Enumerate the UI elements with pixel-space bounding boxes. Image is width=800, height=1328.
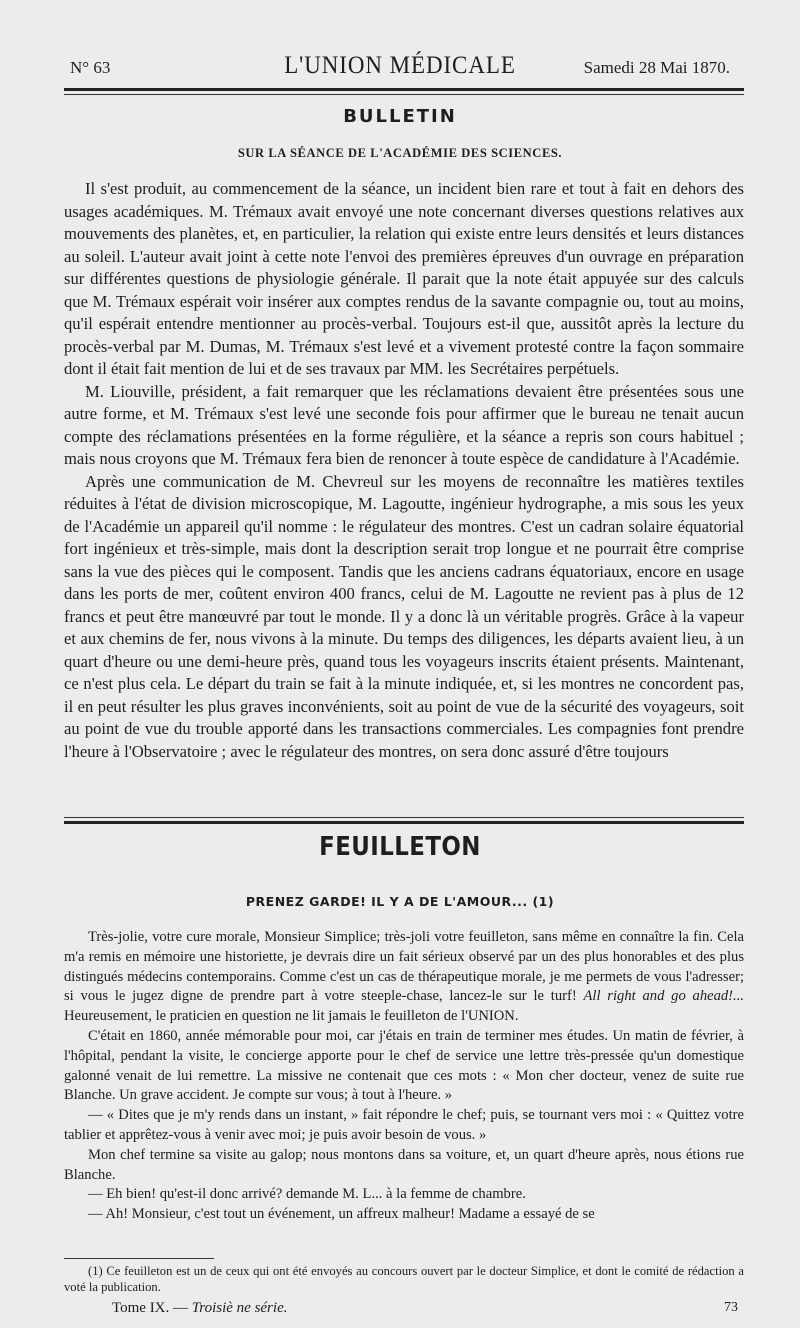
tome-label — [112, 1300, 287, 1317]
bulletin-subheading: SUR LA SÉANCE DE L'ACADÉMIE DES SCIENCES. — [237, 146, 563, 160]
feuilleton-paragraph — [64, 928, 744, 1027]
feuilleton-rule-thick — [64, 821, 744, 824]
feuilleton-paragraph: — Ah! Monsieur, c'est tout un événement, un affreux malheur! Madame a essayé de se — [88, 1206, 595, 1223]
bulletin-paragraph: Il s'est produit, au commencement de la séance, un incident bien rare et tout à fait en dehors des usages académiques. M. Trémaux avait envoyé une note concernant diverses questions relatives aux mouvements des planètes, et, en particulier, la relation qui existe entre leurs densités et leurs distances au soleil. L'auteur avait joint à cette note l'envoi des premières épreuves d'un ouvrage en préparation sur différentes questions de physiologie générale. Il parait que la note était appuyée sur des calculs que M. Trémaux espérait voir insérer aux comptes rendus de la savante compagnie ou, tout au moins, qu'il espérait entendre mentionner au procès-verbal. Toujours est-il que, aussitôt après la lecture du procès-verbal par M. Dumas, M. Trémaux s'est levé et a vivement protesté contre la façon sommaire dont il était fait mention de lui et de ses travaux par MM. les Secrétaires perpétuels. — [64, 179, 744, 378]
bulletin-body — [64, 178, 744, 763]
bulletin-heading: BULLETIN — [343, 106, 457, 127]
feuilleton-text: Très-jolie, votre cure morale, Monsieur Simplice; très-joli votre feuilleton, sans même en connaître la fin. Cela m'a remis en mémoire une historiette, je devrais dire un fait sérieux observé par un des plus honorables et des plus distingués médecins contemporains. Comme c'est un cas de thérapeutique morale, je me permets de vous l'adresser; si vous le jugez digne de prendre part à votre steeple-chase, lancez-le sur le turf! — [64, 929, 744, 1005]
bulletin-paragraph: Après une communication de M. Chevreul sur les moyens de reconnaître les matières textiles réduites à l'état de division microscopique, M. Lagoutte, ingénieur hydrographe, a mis sous les yeux de l'Académie un appareil qu'il nomme : le régulateur des montres. C'est un cadran solaire équatorial fort ingénieux et très-simple, mais dont la description serait trop longue et ne pourrait être comprise sans la vue des pièces qui le composent. Tandis que les anciens cadrans équatoriaux, encore en usage dans les ports de mer, coûtent environ 400 francs, celui de M. Lagoutte ne revient pas à plus de 12 francs et peut être manœuvré par tout le monde. Il y a donc là un véritable progrès. Grâce à la vapeur et aux chemins de fer, nous vivons à la minute. Du temps des diligences, les départs avaient lieu, à un quart d'heure ou une demi-heure près, quand tous les voyageurs inscrits étaient présents. Maintenant, ce n'est plus cela. Le départ du train se fait à la minute indiquée, et, si les montres ne concordent pas, il en peut résulter les plus graves inconvénients, soit au point de vue de la sécurité des voyageurs, soit au point de vue du trouble apporté dans les transactions commerciales. Les compagnies font prendre l'heure à l'Observatoire ; avec le régulateur des montres, on sera donc assuré d'être toujours — [64, 471, 744, 761]
masthead-rule-thick — [64, 88, 744, 91]
footnote — [64, 1263, 744, 1295]
feuilleton-text: Heureusement, le praticien en question ne lit jamais le feuilleton de l'UNION. — [64, 1008, 519, 1025]
tome-text: Tome IX. — — [112, 1300, 189, 1316]
series-text: Troisiè ne série. — [191, 1300, 288, 1316]
bulletin-paragraph: M. Liouville, président, a fait remarquer que les réclamations devaient être présentées sous une autre forme, et M. Trémaux s'est levé une seconde fois pour affirmer que le bureau ne tenait aucun compte des réclamations présentées en la forme régulière, et la séance a repris son cours habituel ; mais nous croyons que M. Trémaux fera bien de renoncer à toute espèce de candidature à l'Académie. — [64, 381, 744, 468]
feuilleton-rule-thin — [64, 817, 744, 818]
newspaper-title: L'UNION MÉDICALE — [284, 52, 516, 79]
feuilleton-paragraph: — « Dites que je m'y rends dans un instant, » fait répondre le chef; puis, se tournant vers moi : « Quittez votre tablier et apprêtez-vous à venir avec moi; je puis avoir besoin de vous. » — [64, 1107, 744, 1143]
feuilleton-paragraph: C'était en 1860, année mémorable pour moi, car j'étais en train de terminer mes études. Un matin de février, à l'hôpital, pendant la visite, le concierge apporte pour le chef de service une lettre très-pressée qu'un domestique galonné venait de lui remettre. La missive ne contenait que ces mots : « Mon cher docteur, venez de suite rue Blanche. Un grave accident. Je compte sur vous; à tout à l'heure. » — [64, 1027, 744, 1104]
issue-number: N° 63 — [70, 58, 111, 77]
page-number: 73 — [724, 1300, 738, 1315]
masthead-rule-thin — [64, 94, 744, 95]
feuilleton-italic-text: All right and go ahead!... — [583, 988, 744, 1005]
footnote-rule — [64, 1258, 214, 1259]
issue-date: Samedi 28 Mai 1870. — [583, 58, 730, 77]
feuilleton-heading: FEUILLETON — [319, 832, 481, 862]
feuilleton-body — [64, 928, 744, 1225]
feuilleton-paragraph: Mon chef termine sa visite au galop; nous montons dans sa voiture, et, un quart d'heure après, nous étions rue Blanche. — [64, 1146, 744, 1183]
feuilleton-paragraph: — Eh bien! qu'est-il donc arrivé? demande M. L... à la femme de chambre. — [88, 1186, 526, 1203]
masthead — [70, 52, 730, 82]
footnote-text: (1) Ce feuilleton est un de ceux qui ont été envoyés au concours ouvert par le docteur Simplice, et dont le comité de rédaction a voté la publication. — [64, 1264, 744, 1294]
feuilleton-subheading: PRENEZ GARDE! IL Y A DE L'AMOUR... (1) — [245, 894, 555, 909]
